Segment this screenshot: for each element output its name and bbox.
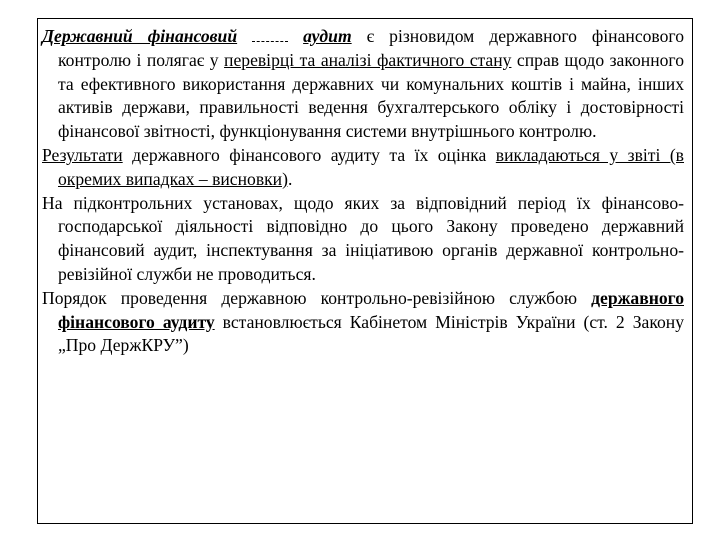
term-state-financial: Державний фінансовий [42,26,238,46]
results-underlined: викладаються у звіті (в окремих випадках – висновки) [58,144,684,189]
term-state-financial-audit: державного фінансового аудиту [58,287,684,332]
text-block [42,25,684,358]
procedure-text-2: встановлюється Кабінетом Міністрів України (ст. 2 Закону „Про ДержКРУ”) [58,311,685,356]
paragraph-inspection [42,192,684,287]
term-audit: аудит [303,26,352,46]
definition-text-1: є різновидом державного фінансового контролю і полягає у [58,26,684,70]
underline-gap [252,40,288,42]
results-text-2: . [287,168,293,189]
term-results: Результати [42,144,123,165]
definition-text-2: справ щодо законного та ефективного використання державних чи комунальних коштів і майна, інших активів держави, правильності ведення бухгалтерського обліку і достовірності фінансової звітності, функціонування системи внутрішнього контролю. [58,49,684,142]
paragraph-definition [42,25,684,144]
definition-underlined: перевірці та аналізі фактичного стану [224,49,512,70]
inspection-text: На підконтрольних установах, щодо яких за відповідний період їх фінансово-господарської діяльності відповідно до цього Закону проведено державний фінансовий аудит, інспектування за ініціативою органів державної контрольно-ревізійної служби не проводиться. [42,192,684,284]
procedure-text-1: Порядок проведення державною контрольно-ревізійною службою [42,287,592,308]
results-text-1: державного фінансового аудиту та їх оцінка [122,144,496,165]
paragraph-procedure [42,287,684,358]
paragraph-results [42,144,684,192]
